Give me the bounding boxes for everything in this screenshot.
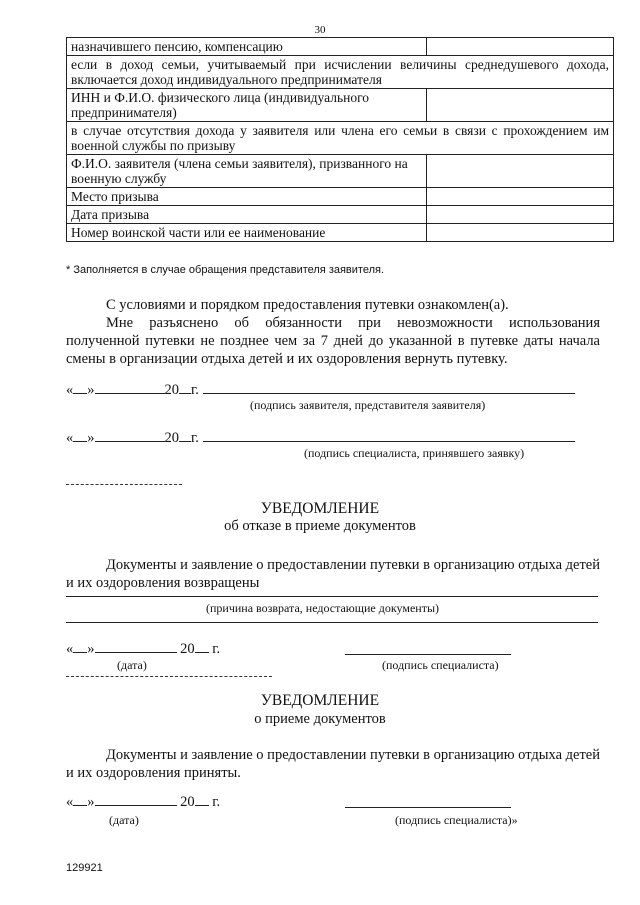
table-label-cell: Ф.И.О. заявителя (члена семьи заявителя), призванного на военную службу (67, 155, 427, 188)
acceptance-date-line: « » 20 г. (66, 794, 221, 810)
day-field[interactable] (73, 640, 87, 653)
table-row (67, 206, 614, 224)
acceptance-date-caption: (дата) (109, 813, 139, 827)
refusal-title: УВЕДОМЛЕНИЕ (260, 500, 380, 517)
month-field[interactable] (95, 381, 165, 394)
table-row (67, 155, 614, 188)
table-label-cell: ИНН и Ф.И.О. физического лица (индивидуального предпринимателя) (67, 89, 427, 122)
refusal-date-line: « » 20 г. (66, 641, 221, 657)
table-row (67, 89, 614, 122)
reason-field[interactable] (66, 596, 598, 597)
table-label-cell: назначившего пенсию, компенсацию (67, 38, 427, 56)
refusal-text: Документы и заявление о предоставлении путевки в организацию отдыха детей и их оздоровления возвращены (66, 557, 600, 591)
refusal-text-block (66, 556, 600, 592)
applicant-signature-caption: (подпись заявителя, представителя заявителя) (250, 398, 486, 412)
agreement-paragraph-2: Мне разъяснено об обязанности при невозможности использования полученной путевки не позднее чем за 7 дней до указанной в путевке даты начала смены в организации отдыха детей и их оздоровления вернуть путевку. (66, 315, 600, 367)
year-field[interactable] (179, 429, 191, 442)
year-field[interactable] (179, 381, 191, 394)
applicant-info-table (66, 37, 614, 242)
footnote: * Заполняется в случае обращения представителя заявителя. (66, 264, 385, 276)
acceptance-text: Документы и заявление о предоставлении путевки в организацию отдыха детей и их оздоровления приняты. (66, 747, 600, 781)
table-value-cell[interactable] (427, 206, 614, 224)
table-label-cell: если в доход семьи, учитываемый при исчислении величины среднедушевого дохода, включается доход индивидуального предпринимателя (67, 56, 614, 89)
refusal-specialist-signature-field[interactable] (345, 654, 511, 655)
month-field[interactable] (95, 429, 165, 442)
table-row (67, 56, 614, 89)
day-field[interactable] (73, 793, 87, 806)
acceptance-title: УВЕДОМЛЕНИЕ (260, 692, 380, 709)
acceptance-specialist-signature-field[interactable] (345, 807, 511, 808)
specialist-signature-field[interactable] (203, 429, 575, 442)
table-value-cell[interactable] (427, 188, 614, 206)
table-label-cell: Номер воинской части или ее наименование (67, 224, 427, 242)
page-number: 30 (314, 24, 326, 36)
document-code: 129921 (66, 862, 103, 874)
reason-caption: (причина возврата, недостающие документы) (206, 601, 440, 615)
agreement-text (66, 296, 600, 368)
cut-line-2 (66, 676, 272, 677)
acceptance-text-block (66, 746, 600, 782)
table-row (67, 122, 614, 155)
year-field[interactable] (195, 793, 209, 806)
table-row (67, 224, 614, 242)
acceptance-subtitle: о приеме документов (254, 711, 386, 727)
month-field[interactable] (95, 640, 177, 653)
applicant-signature-field[interactable] (203, 381, 575, 394)
table-label-cell: Место призыва (67, 188, 427, 206)
month-field[interactable] (95, 793, 177, 806)
table-label-cell: в случае отсутствия дохода у заявителя или члена его семьи в связи с прохождением им военной службы по призыву (67, 122, 614, 155)
day-field[interactable] (73, 381, 87, 394)
table-row (67, 188, 614, 206)
specialist-signature-line: « » 20 г. (66, 429, 575, 447)
table-label-cell: Дата призыва (67, 206, 427, 224)
agreement-paragraph-1: С условиями и порядком предоставления путевки ознакомлен(а). (106, 297, 509, 313)
refusal-sign-caption: (подпись специалиста) (382, 658, 499, 672)
table-value-cell[interactable] (427, 38, 614, 56)
day-field[interactable] (73, 429, 87, 442)
table-value-cell[interactable] (427, 89, 614, 122)
acceptance-sign-caption: (подпись специалиста)» (395, 813, 518, 827)
refusal-date-caption: (дата) (117, 658, 147, 672)
table-value-cell[interactable] (427, 155, 614, 188)
reason-field-2[interactable] (66, 622, 598, 623)
cut-line (66, 484, 182, 485)
refusal-subtitle: об отказе в приеме документов (224, 518, 416, 534)
table-row (67, 38, 614, 56)
specialist-signature-caption: (подпись специалиста, принявшего заявку) (304, 446, 525, 460)
table-value-cell[interactable] (427, 224, 614, 242)
year-field[interactable] (195, 640, 209, 653)
applicant-signature-line: « » 20 г. (66, 381, 575, 399)
